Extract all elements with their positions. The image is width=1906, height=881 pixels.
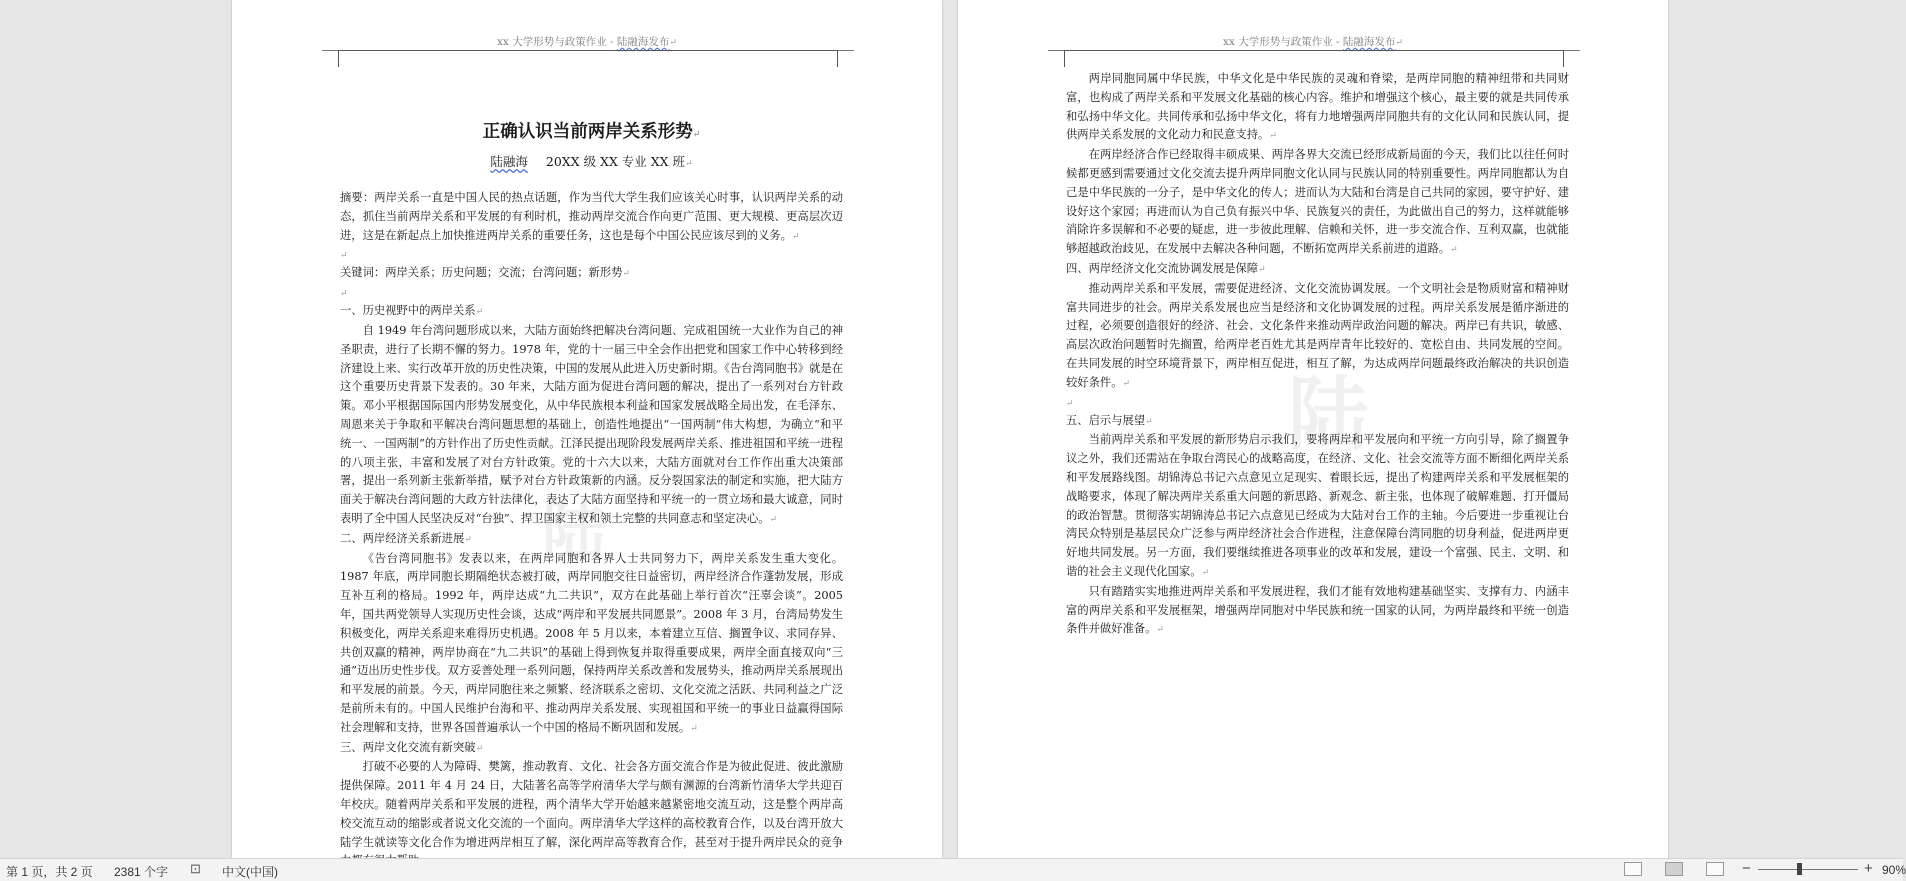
language-indicator[interactable]: 中文(中国)	[222, 865, 278, 879]
paragraph: 在两岸经济合作已经取得丰硕成果、两岸各界大交流已经形成新局面的今天，我们比以往任何时候都更感到需要通过文化交流去提升两岸同胞文化认同与民族认同的特别重要性。两岸同胞都认为自己是中华民族的一分子，是中华文化的传人；进而认为大陆和台湾是自己共同的家园，要守护好、建设好这个家园；再进而认为自己负有振兴中华、民族复兴的责任，为此做出自己的努力，这样就能够消除许多误解和不必要的疑虑，进一步彼此理解、信赖和关怀，进一步交流合作、互利双赢，也就能够超越政治歧见，在发展中去解决各种问题，不断拓宽两岸关系前进的道路。↵	[1066, 148, 1569, 256]
web-layout-button[interactable]	[1706, 862, 1724, 876]
author-name: 陆融海	[490, 154, 528, 169]
margin-corner-mark	[1048, 50, 1064, 51]
blank-line: ↵	[1066, 398, 1074, 409]
page-header: xx 大学形势与政策作业 - 陆融海发布↵	[497, 36, 677, 48]
keywords: 关键词：两岸关系；历史问题；交流；台湾问题；新形势↵	[340, 266, 630, 280]
margin-corner-mark	[1564, 50, 1580, 51]
word-count-indicator[interactable]: 2381 个字	[114, 865, 169, 879]
header-author: 陆融海发布	[1342, 36, 1396, 48]
document-page-1[interactable]	[232, 0, 942, 858]
zoom-slider-thumb[interactable]	[1797, 863, 1802, 875]
read-mode-button[interactable]	[1624, 862, 1642, 876]
section-heading: 五、启示与展望↵	[1066, 413, 1153, 427]
margin-corner-mark	[322, 50, 338, 51]
blank-line: ↵	[340, 251, 348, 262]
header-course: xx 大学形势与政策作业 -	[1223, 36, 1343, 48]
abstract: 摘要：两岸关系一直是中国人民的热点话题，作为当代大学生我们应该关心时事，认识两岸关系的动态，抓住当前两岸关系和平发展的有利时机，推动两岸交流合作向更广范围、更大规模、更高层次迈进，这是在新起点上加快推进两岸关系的重要任务，这也是每个中国公民应该尽到的义务。↵	[340, 191, 843, 242]
header-rule	[1064, 50, 1564, 67]
section-heading: 三、两岸文化交流有新突破↵	[340, 740, 484, 754]
page-header: xx 大学形势与政策作业 - 陆融海发布↵	[1223, 36, 1403, 48]
zoom-level[interactable]: 90%	[1882, 863, 1906, 877]
paragraph: 自 1949 年台湾问题形成以来，大陆方面始终把解决台湾问题、完成祖国统一大业作为自己的神圣职责，进行了长期不懈的努力。1978 年，党的十一届三中全会作出把党和国家工作中心转移到经济建设上来、实行改革开放的历史性决策，中国的发展从此进入历史新时期。《告台湾同胞书》就是在这个重要历史背景下发表的。30 年来，大陆方面为促进台湾问题的解决，提出了一系列对台方针政策。邓小平根据国际国内形势发展变化，从中华民族根本利益和国家发展战略全局出发，在毛泽东、周恩来关于争取和平解决台湾问题思想的基础上，创造性地提出“一国两制”伟大构想，为确立“和平统一、一国两制”的方针作出了历史性贡献。江泽民提出现阶段发展两岸关系、推进祖国和平统一进程的八项主张，丰富和发展了对台方针政策。党的十六大以来，大陆方面就对台工作作出重大决策部署，提出一系列新主张新举措，赋予对台方针政策新的内涵。反分裂国家法的制定和实施，把大陆方面关于解决台湾问题的大政方针法律化，表达了大陆方面坚持和平统一的一贯立场和最大诚意，同时表明了全中国人民坚决反对“台独”、捍卫国家主权和领土完整的共同意志和坚定决心。↵	[340, 323, 843, 525]
page-count-indicator[interactable]: 第 1 页，共 2 页	[6, 865, 93, 879]
header-course: xx 大学形势与政策作业 -	[497, 36, 617, 48]
paragraph: 推动两岸关系和平发展，需要促进经济、文化交流协调发展。一个文明社会是物质财富和精神财富共同进步的社会。两岸关系发展也应当是经济和文化协调发展的过程。两岸关系发展是循序渐进的过程，必须要创造很好的经济、社会、文化条件来推动两岸政治问题的解决。两岸已有共识，敏感、高层次政治问题暂时先搁置，给两岸老百姓尤其是两岸青年比较好的、宽松自由、共同发展的空间。在共同发展的时空环境背景下，两岸相互促进，相互了解，为达成两岸问题最终政治解决的共识创造较好条件。↵	[1066, 281, 1569, 389]
watermark: 陆	[1288, 367, 1368, 461]
zoom-out-button[interactable]: −	[1742, 860, 1751, 877]
blank-line: ↵	[340, 289, 348, 300]
author-line: 陆融海 20XX 级 XX 专业 XX 班↵	[490, 154, 693, 169]
zoom-slider-track[interactable]	[1758, 869, 1858, 870]
document-title: 正确认识当前两岸关系形势↵	[482, 122, 701, 142]
print-layout-button[interactable]	[1665, 862, 1683, 876]
paragraph: 打破不必要的人为障碍、樊篱，推动教育、文化、社会各方面交流合作是为彼此促进、彼此激励提供保障。2011 年 4 月 24 日，大陆著名高等学府清华大学与颇有渊源的台湾新竹清华大学共迎百年校庆。随着两岸关系和平发展的进程，两个清华大学开始越来越紧密地交流互动，这是整个两岸高校交流互动的缩影或者说文化交流的一个面向。两岸清华大学这样的高校教育合作，以及台湾开放大陆学生就读等文化合作为增进两岸相互了解，深化两岸高等教育合作，甚至对于提升两岸民众的竞争	[340, 760, 843, 849]
page-1-body[interactable]	[340, 118, 843, 872]
paragraph: 只有踏踏实实地推进两岸关系和平发展进程，我们才能有效地构建基础坚实、支撑有力、内涵丰富的两岸关系和平发展框架，增强两岸同胞对中华民族和统一国家的认同，为两岸最终和平统一创造条件并做好准备。↵	[1066, 584, 1569, 636]
header-author: 陆融海发布	[616, 36, 670, 48]
section-heading: 四、两岸经济文化交流协调发展是保障↵	[1066, 261, 1266, 275]
header-rule	[338, 50, 838, 67]
paragraph: 当前两岸关系和平发展的新形势启示我们，要将两岸和平发展向和平统一方向引导，除了搁置争议之外，我们还需站在争取台湾民心的战略高度，在经济、文化、社会交流等方面不断细化两岸关系和平发展路线图。胡锦涛总书记六点意见立足现实、着眼长远，提出了构建两岸关系和平发展框架的战略要求，体现了解决两岸关系重大问题的新思路、新观念、新主张，也体现了破解难题、打开僵局的政治智慧。贯彻落实胡锦涛总书记六点意见已经成为大陆对台工作的主轴。今后要进一步重视让台湾民众特别是基层民众广泛参与两岸经济社会合作进程，注意保障台湾同胞的切身利益，促进两岸更好地共同发展。另一方面，我们要继续推进各项事业的改革和发展，建设一个富强、民主、文明、和谐的社会主义现代化国家。↵	[1066, 433, 1569, 578]
document-page-2[interactable]	[958, 0, 1668, 858]
page-2-body[interactable]	[1066, 70, 1569, 640]
section-heading: 一、历史视野中的两岸关系↵	[340, 304, 484, 318]
zoom-in-button[interactable]: +	[1864, 860, 1873, 877]
paragraph: 《告台湾同胞书》发表以来，在两岸同胞和各界人士共同努力下，两岸关系发生重大变化。1987 年底，两岸同胞长期隔绝状态被打破，两岸同胞交往日益密切，两岸经济合作蓬勃发展，形成互补互利的格局。1992 年，两岸达成“九二共识”，双方在此基础上举行首次“汪辜会谈”。2005 年，国共两党领导人实现历史性会谈，达成“两岸和平发展共同愿景”。2008 年 3 月，台湾局势发生积极变化，两岸关系迎来难得历史机遇。2008 年 5 月以来，本着建立互信、搁置争议、求同存异、共创双赢的精神，两岸协商在“九二共识”的基础上得到恢复并取得重要成果，两岸全面直接双向“三通”迈出历史性步伐。双方妥善处理一系列问题，保持两岸关系改善和发展势头，推动两岸关系展现出和平发展的前景。今天，两岸同胞往来之频繁、经济联系之密切、文化交流之活跃、共同利益之广泛是前所未有的。中国人民维护台海和平、推动两岸关系发展、实现祖国和平统一的事业日益赢得国际社会理解和支持，世界各国普遍承认一个中国的格局不断巩固和发展。↵	[340, 551, 843, 734]
status-bar	[0, 858, 1906, 881]
paragraph: 两岸同胞同属中华民族，中华文化是中华民族的灵魂和脊梁，是两岸同胞的精神纽带和共同财富，也构成了两岸关系和平发展文化基础的核心内容。维护和增强这个核心，最主要的就是共同传承和弘扬中华文化。共同传承和弘扬中华文化，将有力地增强两岸同胞共有的文化认同和民族认同，提供两岸关系发展的文化动力和民意支持。↵	[1066, 72, 1569, 142]
proofing-icon[interactable]: ⊡	[190, 861, 201, 876]
author-class: 20XX 级 XX 专业 XX 班	[545, 154, 686, 169]
section-heading: 二、两岸经济关系新进展↵	[340, 531, 472, 545]
margin-corner-mark	[838, 50, 854, 51]
watermark: 陆	[542, 494, 606, 569]
